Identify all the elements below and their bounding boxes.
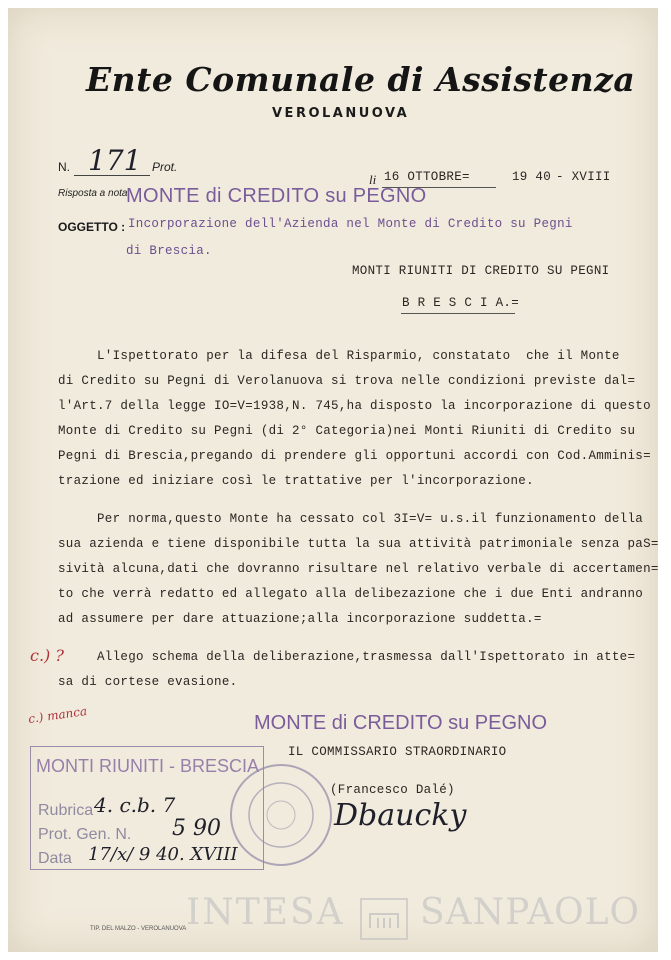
- body-line-13: sa di cortese evasione.: [58, 675, 238, 689]
- date-day-month: 16 OTTOBRE=: [384, 170, 470, 184]
- date-era: - XVIII: [556, 170, 611, 184]
- body-line-7: Per norma,questo Monte ha cessato col 3I=V= u.s.il funzionamento della: [58, 512, 644, 526]
- letterhead-title: Ente Comunale di Assistenza: [86, 60, 636, 99]
- risposta-label: Risposta a nota: [58, 188, 128, 199]
- subject-line-2: di Brescia.: [126, 244, 212, 258]
- signature-name: (Francesco Dalé): [330, 783, 455, 797]
- margin-mark: c.) ?: [30, 646, 64, 665]
- signature-role: IL COMMISSARIO STRAORDINARIO: [288, 745, 507, 759]
- n-label: N.: [58, 160, 70, 174]
- rubrica-label: Rubrica: [38, 802, 94, 819]
- printer-credit: TIP. DEL MALZO - VEROLANUOVA: [90, 926, 187, 932]
- rubrica-value: 4. c.b. 7: [94, 793, 176, 817]
- subject-line-1: Incorporazione dell'Azienda nel Monte di Credito su Pegni: [128, 217, 573, 231]
- body-line-9: sività alcuna,dati che dovranno risultare nel relativo verbale di accertamen=: [58, 562, 659, 576]
- prot-gen-label: Prot. Gen. N.: [38, 826, 132, 843]
- body-line-11: ad assumere per dare attuazione;alla incorporazione suddetta.=: [58, 612, 542, 626]
- circular-seal: [226, 760, 336, 875]
- monti-riuniti-stamp: MONTI RIUNITI - BRESCIA: [36, 756, 260, 776]
- body-line-8: sua azienda e tiene disponibile tutta la sua attività patrimoniale senza paS=: [58, 537, 659, 551]
- recipient-line-2: B R E S C I A.=: [402, 296, 520, 310]
- body-line-3: l'Art.7 della legge IO=V=1938,N. 745,ha disposto la incorporazione di questo: [58, 399, 651, 413]
- manca-note: c.) manca: [27, 703, 88, 727]
- monte-stamp-bottom: MONTE di CREDITO su PEGNO: [254, 712, 548, 734]
- watermark-logo-icon: [360, 898, 408, 940]
- letter-sheet: [8, 8, 658, 952]
- oggetto-label: OGGETTO :: [58, 220, 126, 234]
- body-line-2: di Credito su Pegni di Verolanuova si trova nelle condizioni previste dal=: [58, 374, 636, 388]
- body-line-1: L'Ispettorato per la difesa del Risparmio, constatato che il Monte: [58, 349, 620, 363]
- body-line-10: to che verrà redatto ed allegato alla delibezazione che i due Enti andranno: [58, 587, 644, 601]
- protocol-number: 171: [88, 144, 142, 177]
- prot-label: Prot.: [152, 160, 178, 174]
- handwritten-signature: Dbaucky: [334, 798, 467, 833]
- watermark-intesa: INTESA: [186, 892, 345, 933]
- body-line-4: Monte di Credito su Pegni (di 2° Categoria)nei Monti Riuniti di Credito su: [58, 424, 636, 438]
- prot-gen-number: 5 90: [172, 816, 221, 841]
- recipient-line-1: MONTI RIUNITI DI CREDITO SU PEGNI: [352, 264, 610, 278]
- watermark-sanpaolo: SANPAOLO: [420, 892, 641, 933]
- n-underline: [74, 175, 150, 176]
- recipient-underline: [401, 313, 515, 314]
- body-line-6: trazione ed iniziare così le trattative per l'incorporazione.: [58, 474, 534, 488]
- data-label: Data: [38, 850, 72, 867]
- date-year: 19 40: [512, 170, 552, 184]
- body-line-5: Pegni di Brescia,pregando di prendere gli opportuni accordi con Cod.Amminis=: [58, 449, 651, 463]
- registration-date: 17/x/ 9 40. XVIII: [88, 844, 238, 865]
- date-prefix: li: [369, 172, 377, 187]
- monte-stamp-top: MONTE di CREDITO su PEGNO: [126, 185, 427, 207]
- body-line-12: Allego schema della deliberazione,trasmessa dall'Ispettorato in atte=: [58, 650, 636, 664]
- letterhead-city: VEROLANUOVA: [272, 106, 410, 121]
